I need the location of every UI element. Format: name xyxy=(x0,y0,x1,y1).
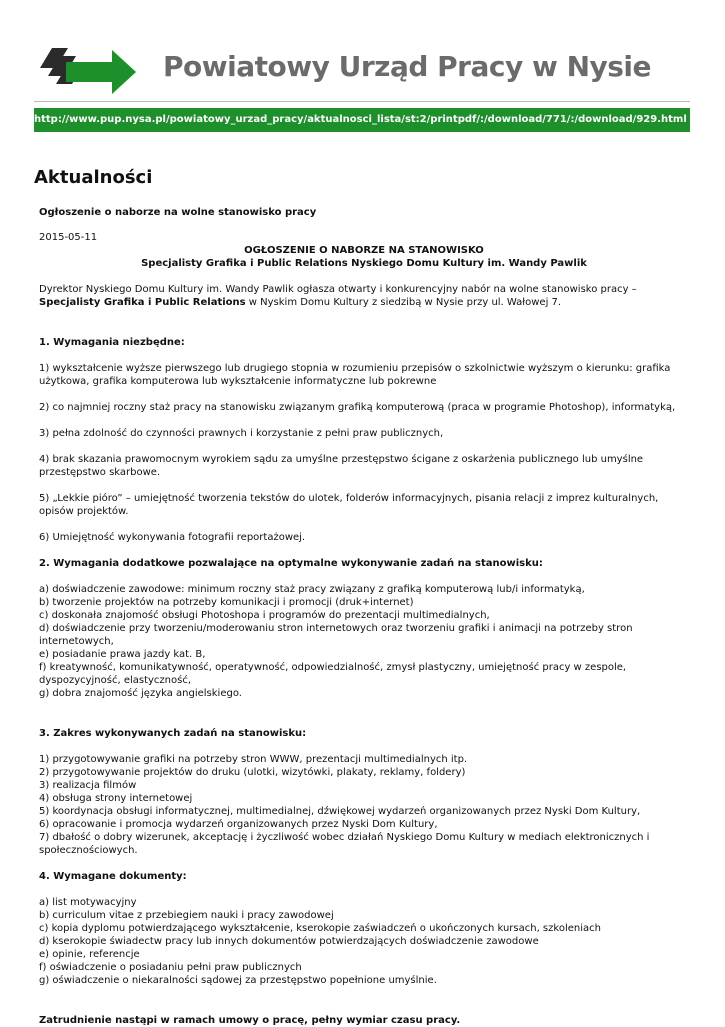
page-title: Aktualności xyxy=(34,167,153,188)
list-item: 4) obsługa strony internetowej xyxy=(39,793,193,804)
list-item: d) kserokopie świadectw pracy lub innych dokumentów potwierdzających doświadczenie zawodowe xyxy=(39,936,539,947)
section-heading: 3. Zakres wykonywanych zadań na stanowisku: xyxy=(39,728,307,739)
list-item: 2) przygotowywanie projektów do druku (ulotki, wizytówki, plakaty, reklamy, foldery) xyxy=(39,767,466,778)
documents-list xyxy=(39,896,689,987)
employment-note: Zatrudnienie nastąpi w ramach umowy o pracę, pełny wymiar czasu pracy. xyxy=(39,1015,461,1026)
announcement-subtitle: Specjalisty Grafika i Public Relations Nyskiego Domu Kultury im. Wandy Pawlik xyxy=(141,258,587,269)
intro-paragraph xyxy=(39,283,689,309)
list-item: f) oświadczenie o posiadaniu pełni praw publicznych xyxy=(39,962,302,973)
list-item: e) opinie, referencje xyxy=(39,949,140,960)
intro-text-end: w Nyskim Domu Kultury z siedzibą w Nysie przy ul. Wałowej 7. xyxy=(245,297,562,308)
article-headline: Ogłoszenie o naborze na wolne stanowisko pracy xyxy=(39,207,317,218)
list-item: 5) „Lekkie pióro” – umiejętność tworzenia tekstów do ulotek, folderów informacyjnych, pisania relacji z imprez kulturalnych, opisów projektów. xyxy=(39,493,659,517)
article-date: 2015-05-11 xyxy=(39,232,98,243)
source-url-link[interactable]: http://www.pup.nysa.pl/powiatowy_urzad_pracy/aktualnosci_lista/st:2/printpdf/:/download/771/:/download/929.html xyxy=(34,108,690,132)
list-item: 7) dbałość o dobry wizerunek, akceptację i życzliwość wobec działań Nyskiego Domu Kultury w mediach elektronicznych i społecznościowych. xyxy=(39,832,650,856)
article-content xyxy=(39,206,689,1027)
intro-position-name: Specjalisty Grafika i Public Relations xyxy=(39,297,246,308)
section-heading: 1. Wymagania niezbędne: xyxy=(39,337,185,348)
list-item: g) oświadczenie o niekaralności sądowej za przestępstwo popełnione umyślnie. xyxy=(39,975,437,986)
list-item: c) kopia dyplomu potwierdzającego wykształcenie, kserokopie zaświadczeń o ukończonych kursach, szkoleniach xyxy=(39,923,601,934)
list-item: b) tworzenie projektów na potrzeby komunikacji i promocji (druk+internet) xyxy=(39,597,414,608)
section-heading: 2. Wymagania dodatkowe pozwalające na optymalne wykonywanie zadań na stanowisku: xyxy=(39,558,543,569)
list-item: b) curriculum vitae z przebiegiem nauki i pracy zawodowej xyxy=(39,910,334,921)
header-divider xyxy=(34,101,690,102)
list-item: 3) pełna zdolność do czynności prawnych i korzystanie z pełni praw publicznych, xyxy=(39,428,444,439)
requirements-list xyxy=(39,583,689,700)
list-item: 5) koordynacja obsługi informatycznej, multimedialnej, dźwiękowej wydarzeń organizowanych przez Nyski Dom Kultury, xyxy=(39,806,641,817)
list-item: 1) wykształcenie wyższe pierwszego lub drugiego stopnia w rozumieniu przepisów o szkolnictwie wyższym o kierunku: grafika użytkowa, grafika komputerowa lub wykształcenie informatyczne lub pokrewne xyxy=(39,363,671,387)
list-item: a) doświadczenie zawodowe: minimum roczny staż pracy związany z grafiką komputerową lub/i informatyką, xyxy=(39,584,585,595)
list-item: g) dobra znajomość języka angielskiego. xyxy=(39,688,242,699)
list-item: a) list motywacyjny xyxy=(39,897,137,908)
announcement-title: OGŁOSZENIE O NABORZE NA STANOWISKO xyxy=(244,245,484,256)
list-item: 4) brak skazania prawomocnym wyrokiem sądu za umyślne przestępstwo ścigane z oskarżenia publicznego lub umyślne przestępstwo skarbowe. xyxy=(39,454,644,478)
list-item: 1) przygotowywanie grafiki na potrzeby stron WWW, prezentacji multimedialnych itp. xyxy=(39,754,468,765)
list-item: 2) co najmniej roczny staż pracy na stanowisku związanym grafiką komputerową (praca w programie Photoshop), informatyką, xyxy=(39,402,676,413)
list-item: e) posiadanie prawa jazdy kat. B, xyxy=(39,649,206,660)
tasks-list xyxy=(39,753,689,857)
section-heading: 4. Wymagane dokumenty: xyxy=(39,871,187,882)
list-item: 3) realizacja filmów xyxy=(39,780,137,791)
list-item: c) doskonała znajomość obsługi Photoshopa i programów do prezentacji multimedialnych, xyxy=(39,610,490,621)
list-item: 6) opracowanie i promocja wydarzeń organizowanych przez Nyski Dom Kultury, xyxy=(39,819,438,830)
list-item: 6) Umiejętność wykonywania fotografii reportażowej. xyxy=(39,532,306,543)
arrow-logo-icon xyxy=(38,44,138,94)
intro-text-start: Dyrektor Nyskiego Domu Kultury im. Wandy Pawlik ogłasza otwarty i konkurencyjny nabór na wolne stanowisko pracy – xyxy=(39,284,637,295)
site-title: Powiatowy Urząd Pracy w Nysie xyxy=(163,50,652,83)
list-item: d) doświadczenie przy tworzeniu/moderowaniu stron internetowych oraz tworzeniu grafiki i animacji na potrzeby stron internetowych, xyxy=(39,623,633,647)
list-item: f) kreatywność, komunikatywność, operatywność, odpowiedzialność, zmysł plastyczny, umiejętność pracy w zespole, dyspozycyjność, elastyczność, xyxy=(39,662,627,686)
